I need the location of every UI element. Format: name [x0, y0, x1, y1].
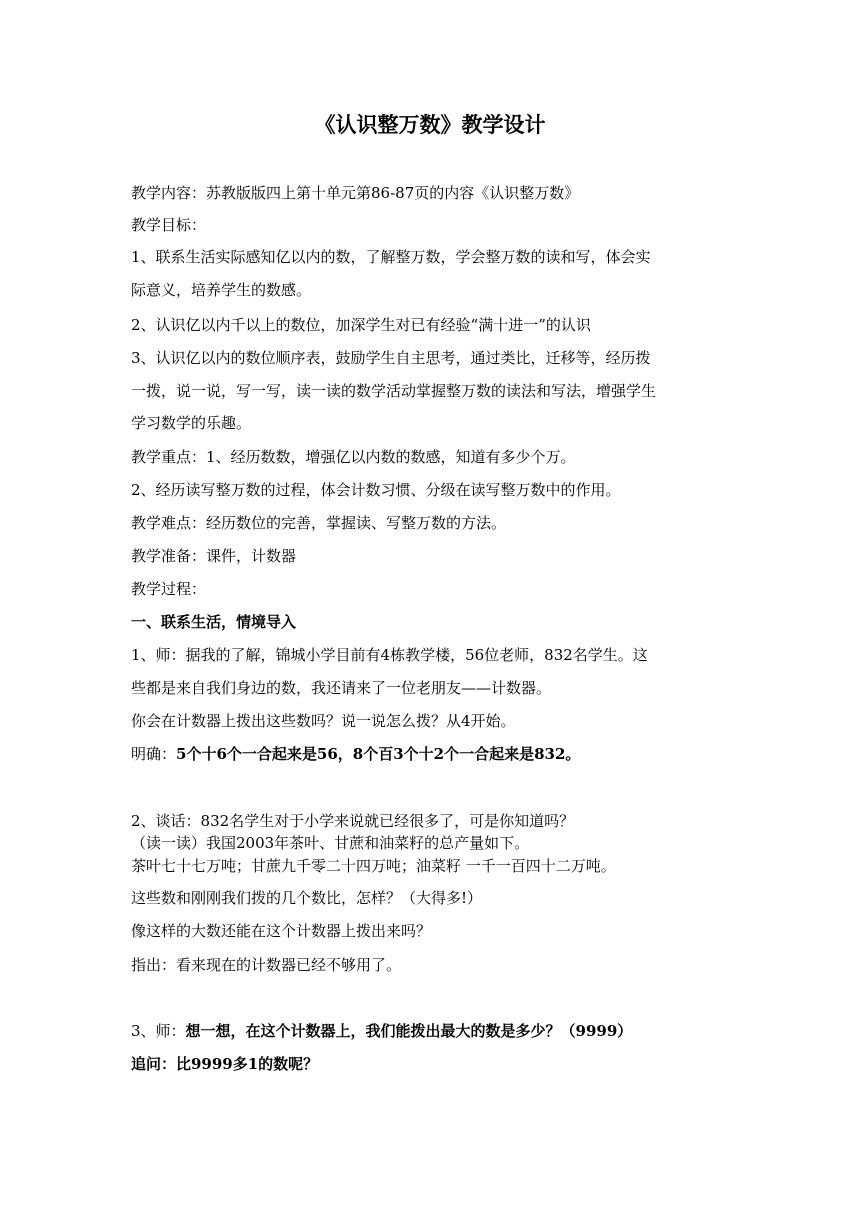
difficulties-line: 教学难点：经历数位的完善，掌握读、写整万数的方法。	[131, 514, 507, 532]
document-title: 《认识整万数》教学设计	[314, 112, 546, 137]
step-2-line-2: （读一读）我国2003年茶叶、甘蔗和油菜籽的总产量如下。	[131, 834, 530, 852]
step-3-line-2: 追问：比9999多1的数呢？	[131, 1055, 319, 1073]
step-1-line-3: 你会在计数器上拨出这些数吗？说一说怎么拨？从4开始。	[131, 712, 516, 730]
step-2-line-6: 指出：看来现在的计数器已经不够用了。	[131, 956, 402, 974]
teaching-goals-heading: 教学目标：	[131, 216, 207, 234]
goal-3-line-2: 一拨，说一说，写一写，读一读的数学活动掌握整万数的读法和写法，增强学生	[131, 382, 657, 400]
clarify-text: 5个十6个一合起来是56，8个百3个十2个一合起来是832。	[176, 745, 581, 763]
goal-3-line-1: 3、认识亿以内的数位顺序表，鼓励学生自主思考，通过类比，迁移等，经历拨	[131, 349, 651, 367]
step-2-line-3: 茶叶七十七万吨；甘蔗九千零二十四万吨；油菜籽 一千一百四十二万吨。	[131, 857, 616, 875]
goal-3-line-3: 学习数学的乐趣。	[131, 414, 252, 432]
clarify-line	[131, 744, 731, 764]
step-1-line-1: 1、师：据我的了解，锦城小学目前有4栋教学楼，56位老师，832名学生。这	[131, 646, 648, 664]
clarify-label: 明确：	[131, 745, 177, 763]
preparation-line: 教学准备：课件，计数器	[131, 547, 297, 565]
key-points-line-2: 2、经历读写整万数的过程，体会计数习惯、分级在读写整万数中的作用。	[131, 481, 621, 499]
goal-1-line-2: 际意义，培养学生的数感。	[131, 281, 312, 299]
step-3-question: 想一想，在这个计数器上，我们能拨出最大的数是多少？（9999）	[185, 1022, 633, 1040]
process-heading: 教学过程：	[131, 580, 207, 598]
key-points-line-1: 教学重点：1、经历数数，增强亿以内数的数感，知道有多少个万。	[131, 448, 576, 466]
step-3-label: 3、师：	[131, 1022, 186, 1040]
goal-1-line-1: 1、联系生活实际感知亿以内的数，了解整万数，学会整万数的读和写，体会实	[131, 248, 651, 266]
step-2-line-4: 这些数和刚刚我们拨的几个数比，怎样？（大得多!）	[131, 889, 483, 907]
teaching-content-line: 教学内容：苏教版版四上第十单元第86-87页的内容《认识整万数》	[131, 184, 580, 202]
step-3-line-1	[131, 1021, 731, 1041]
step-2-line-1: 2、谈话：832名学生对于小学来说就已经很多了，可是你知道吗？	[131, 812, 575, 830]
step-1-line-2: 些都是来自我们身边的数，我还请来了一位老朋友——计数器。	[131, 679, 552, 697]
step-2-line-5: 像这样的大数还能在这个计数器上拨出来吗？	[131, 922, 432, 940]
goal-2-line: 2、认识亿以内千以上的数位，加深学生对已有经验“满十进一”的认识	[131, 316, 591, 334]
section-1-heading: 一、联系生活，情境导入	[131, 613, 297, 631]
